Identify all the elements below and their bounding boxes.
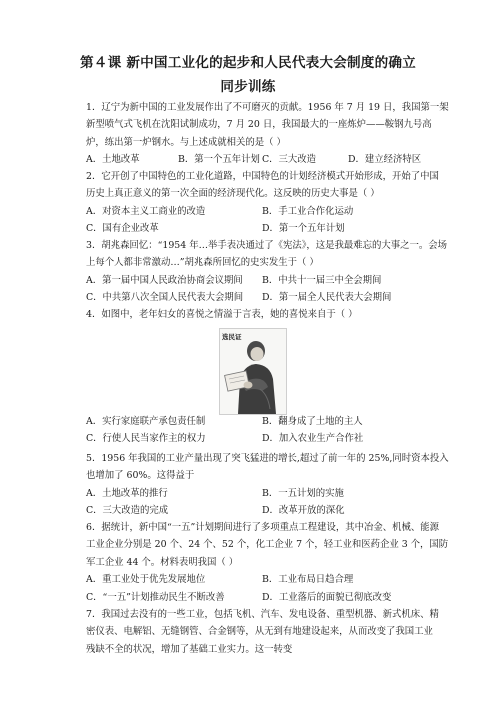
question-3-options-row1 [86,274,416,291]
question-3-option-c[interactable]: C．中共第八次全国人民代表大会期间 [86,292,244,304]
question-5-option-d[interactable]: D．改革开放的深化 [262,505,345,517]
question-3-line: 上每个人都非常激动…”胡兆森所回忆的史实发生于（ ） [86,257,319,269]
question-1-line: 新型喷气式飞机在沈阳试制成功，7 月 20 日，我国最大的一座炼炉——鞍钢九号高 [86,119,432,131]
question-2-option-a[interactable]: A．对资本主义工商业的改造 [86,205,206,217]
question-3-option-a[interactable]: A．第一届中国人民政治协商会议期间 [86,274,243,286]
question-6-option-c[interactable]: C．“一五”计划推动民生不断改善 [86,591,225,603]
question-5-option-c[interactable]: C．三大改造的完成 [86,505,169,517]
question-1-option-a[interactable]: A．土地改革 [86,154,140,166]
question-2-option-b[interactable]: B．手工业合作化运动 [262,205,354,217]
question-1-option-b[interactable]: B．第一个五年计划 [178,154,260,166]
question-2 [86,170,439,240]
question-4-line: 4．如图中，老年妇女的喜悦之情溢于言表，她的喜悦来自于（ ） [86,309,358,320]
question-6 [86,521,449,608]
question-4-option-a[interactable]: A．实行家庭联产承包责任制 [86,416,206,427]
question-7 [86,608,439,660]
question-4-option-c[interactable]: C．行使人民当家作主的权力 [86,433,206,445]
question-6-line: 6．据统计，新中国“一五”计划期间进行了多项重点工程建设，其中冶金、机械、能源 [86,522,440,533]
question-5-options-row1 [86,487,416,504]
question-6-option-d[interactable]: D．工业落后的面貌已彻底改变 [262,591,392,603]
question-4-option-d[interactable]: D．加入农业生产合作社 [262,433,364,445]
question-3-option-b[interactable]: B．中共十一届三中全会期间 [262,274,382,286]
question-6-line: 工业企业分别是 20 个、24 个、52 个，化工企业 7 个，轻工业和医药企业 3 个，国防 [86,539,449,551]
question-2-options-row1 [86,205,416,222]
question-7-line: 密仪表、电解铝、无缝钢管、合金钢等，从无到有地建设起来，从而改变了我国工业 [86,626,433,638]
question-3 [86,239,448,309]
voter-card-photo [219,328,287,415]
question-4-options-row1 [86,415,416,432]
question-6-line: 军工企业 44 个。材料表明我国（ ） [86,556,239,568]
question-6-options-row1 [86,573,416,590]
question-1-option-d[interactable]: D．建立经济特区 [348,154,422,166]
question-2-options-row2 [86,222,416,239]
question-2-line: 历史上真正意义的第一次全面的经济现代化。这反映的历史大事是（ ） [86,188,380,200]
question-6-options-row2 [86,591,416,608]
question-5-option-a[interactable]: A．土地改革的推行 [86,487,168,499]
question-2-option-c[interactable]: C．国有企业改革 [86,223,159,235]
question-5-line: 也增加了 60%。这得益于 [86,470,195,482]
question-4 [86,308,416,325]
question-1-option-c[interactable]: C．三大改造 [262,154,317,166]
question-4-option-b[interactable]: B．翻身成了土地的主人 [262,416,363,427]
question-5-options-row2 [86,504,416,521]
question-2-option-d[interactable]: D．第一个五年计划 [262,223,345,235]
question-2-line: 2．它开创了中国特色的工业化道路，中国特色的计划经济模式开始形成，开始了中国 [86,171,439,182]
question-1 [86,101,449,171]
page-subtitle: 同步训练 [220,79,276,95]
question-6-option-a[interactable]: A．重工业处于优先发展地位 [86,574,206,586]
question-5 [86,452,449,522]
voter-card-caption: 选民证 [222,333,242,341]
page-title: 第４课 新中国工业化的起步和人民代表大会制度的确立 [80,55,416,71]
question-3-options-row2 [86,291,416,308]
question-4-options-row2 [86,432,416,449]
question-3-line: 3．胡兆森回忆：“1954 年…举手表决通过了《宪法》，这是我最难忘的大事之一。会场 [86,240,448,251]
question-5-option-b[interactable]: B．一五计划的实施 [262,487,344,499]
question-7-line: 7．我国过去没有的一些工业，包括飞机、汽车、发电设备、重型机器、新式机床、精 [86,609,439,620]
question-4-answers [86,415,416,450]
question-7-line: 残缺不全的状况，增加了基础工业实力。这一转变 [86,643,293,655]
question-5-line: 5．1956 年我国的工业产量出现了突飞猛进的增长,超过了前一年的 25%,同时资本投入 [86,453,449,464]
question-3-option-d[interactable]: D．第一届全人民代表大会期间 [262,292,392,304]
question-1-line: 1．辽宁为新中国的工业发展作出了不可磨灭的贡献。1956 年 7 月 19 日，我国第一架 [86,102,449,113]
question-1-line: 炉，练出第一炉钢水。与上述成就相关的是（ ） [86,136,286,148]
question-6-option-b[interactable]: B．工业布局日趋合理 [262,574,354,586]
question-1-options [86,153,422,170]
